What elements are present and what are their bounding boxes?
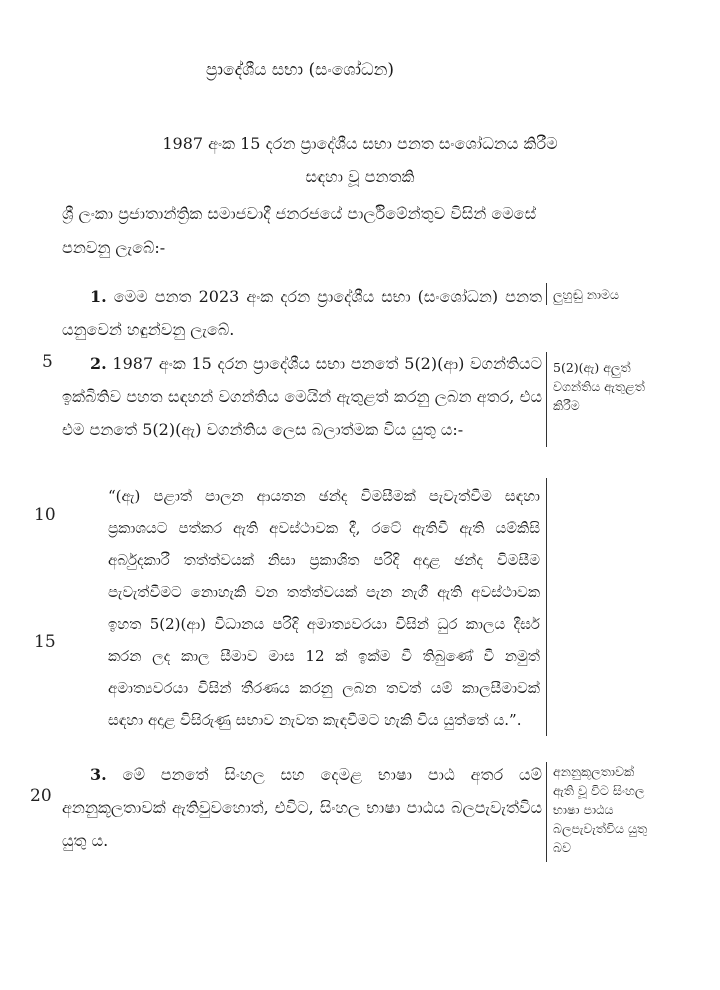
- margin-rule: [546, 283, 547, 305]
- section-1-text: මෙම පනත 2023 අංක දරන ප්‍රාදේශීය සභා (සංශෝධන) පනත යනුවෙන් හඳුන්වනු ලැබේ.: [62, 287, 543, 339]
- section-3: [62, 758, 542, 857]
- section-3-text: මේ පනතේ සිංහල සහ දෙමළ භාෂා පාඨ අතර යම් අනනුකූලතාවක් ඇතිවුවහොත්, එවිට, සිංහල භාෂා පාඨය බලපැවැත්විය යුතු ය.: [62, 765, 542, 850]
- enacting-formula: ශ්‍රී ලංකා ප්‍රජාතාන්ත්‍රික සමාජවාදී ජනරජයේ පාර්ලිමේන්තුව විසින් මෙසේ පනවනු ලැබේ:-: [62, 204, 537, 257]
- margin-rule: [546, 478, 547, 736]
- margin-rule: [546, 352, 547, 447]
- section-2-text: 1987 අංක 15 දරන ප්‍රාදේශීය සභා පනතේ 5(2)(ආ) වගන්තියට ඉක්බිතිව පහත සඳහන් වගන්තිය මෙයින් ඇතුළත් කරනු ලබන අතර, එය එම පනතේ 5(2)(ඇ) වගන්තිය ලෙස බලාත්මක විය යුතු ය:-: [62, 354, 542, 439]
- section-1: [62, 280, 542, 346]
- document-title: ප්‍රාදේශීය සභා (සංශෝධන): [205, 60, 395, 80]
- section-3-margin-note: අනනුකූලතාවක් ඇති වූ විට සිංහල භාෂා පාඨය බලපැවැත්විය යුතු බව: [553, 764, 648, 855]
- section-2-margin-note: 5(2)(ඇ) අලුත් වගන්තිය ඇතුළත් කිරීම: [553, 360, 645, 413]
- line-number-20: 20: [30, 786, 52, 806]
- line-number-15: 15: [34, 632, 56, 652]
- section-1-number: 1.: [90, 287, 107, 306]
- subtitle-line-2: සඳහා වූ පනතකි: [305, 167, 415, 186]
- line-number-10: 10: [34, 505, 56, 525]
- margin-rule: [546, 762, 547, 862]
- section-2: [62, 347, 542, 446]
- section-3-number: 3.: [90, 765, 107, 784]
- inserted-clause: “(ඇ) පළාත් පාලන ආයතන ඡන්ද විමසීමක් පැවැත්වීම සඳහා ප්‍රකාශයට පත්කර ඇති අවස්ථාවක දී, රටේ ඇතිවී ඇති යම්කිසි අර්බුදකාරී තත්ත්වයක් නිසා ප්‍රකාශිත පරිදි අදාළ ඡන්ද විමසීම පැවැත්වීමට නොහැකි වන තත්ත්වයක් පැන නැගී ඇති අවස්ථාවක ඉහත 5(2)(ආ) විධානය පරිදි අමාත්‍යවරයා විසින් ධුර කාලය දීර්ඝ කරන ලද කාල සීමාව මාස 12 ක් ඉක්ම වී තිබුණේ වී නමුත් අමාත්‍යවරයා විසින් තීරණය කරනු ලබන තවත් යම් කාලසීමාවක් සඳහා අදාළ විසිරුණු සභාව නැවත කැඳවීමට හැකි විය යුත්තේ ය.”.: [108, 487, 540, 729]
- document-subtitle: [60, 127, 660, 193]
- subtitle-line-1: 1987 අංක 15 දරන ප්‍රාදේශීය සභා පනත සංශෝධනය කිරීම: [162, 134, 558, 153]
- line-number-5: 5: [42, 352, 53, 372]
- section-1-margin-note: ලුහුඬු නාමය: [553, 287, 619, 302]
- section-2-number: 2.: [90, 354, 107, 373]
